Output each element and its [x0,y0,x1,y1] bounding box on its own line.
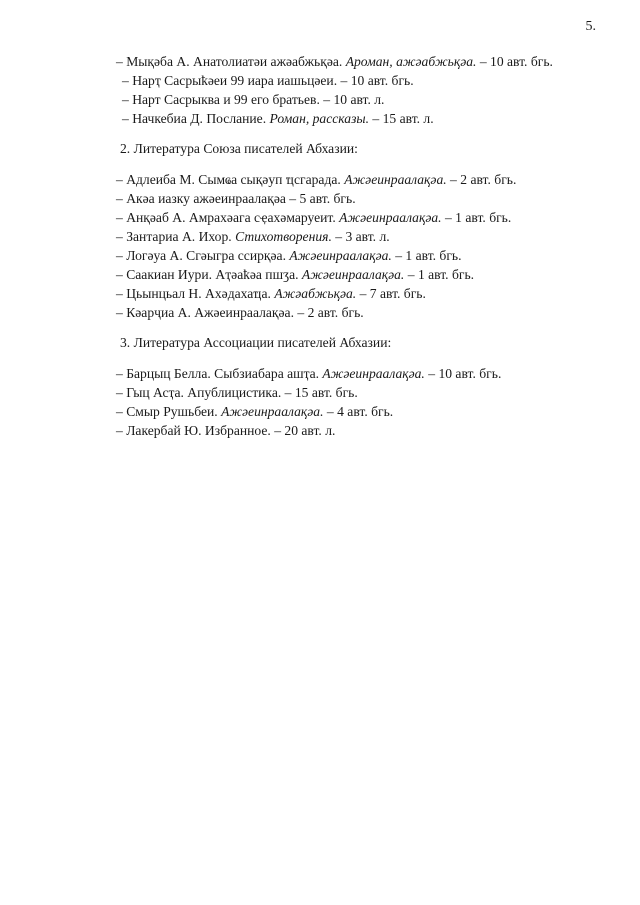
item-text: – Акәа иазку ажәеинраалақәа – 5 авт. бгь. [116,191,356,206]
list-item [116,246,600,265]
item-italic: Стихотворения. [235,229,332,244]
item-italic: Ажәабжьқәа. [274,286,357,301]
group-2-list [116,170,600,322]
item-text: – Нарт Сасрыква и 99 его братьев. – 10 авт. л. [122,92,385,107]
item-italic: Роман, рассказы. [269,111,370,126]
item-tail: – 2 авт. бгь. [446,172,517,187]
item-text: – Гыц Асҭа. Апублицистика. – 15 авт. бгь. [116,385,358,400]
item-tail: – 15 авт. л. [369,111,434,126]
list-item [116,170,600,189]
list-item [122,71,600,90]
list-item [116,303,600,322]
item-tail: – 1 авт. бгь. [404,267,475,282]
page-number: 5. [585,19,596,34]
list-item [90,52,600,71]
list-item [116,227,600,246]
item-text: – Нарҭ Сасрыҟәеи 99 иара иашьцәеи. – 10 авт. бгь. [122,73,414,88]
item-text: – Мықәба А. Анатолиатәи ажәабжьқәа. [116,54,346,69]
item-text: – Лакербай Ю. Избранное. – 20 авт. л. [116,423,336,438]
list-item [116,421,600,440]
item-text: – Смыр Рушьбеи. [116,404,222,419]
item-text: – Барцыц Белла. Сыбзиабара ашҭа. [116,366,323,381]
document-body [116,52,600,440]
item-italic: Ажәеинраалақәа. [301,267,405,282]
item-text: – Начкебиа Д. Послание. [122,111,270,126]
item-italic: Ажәеинраалақәа. [322,366,425,381]
section-heading-2: 2. Литература Союза писателей Абхазии: [120,141,358,156]
section-heading-3: 3. Литература Ассоциации писателей Абхазии: [120,335,392,350]
list-item [116,189,600,208]
list-item [116,364,600,383]
item-italic: Ажәеинраалақәа. [339,210,442,225]
group-1-list [116,52,600,128]
item-tail: – 7 авт. бгь. [356,286,426,301]
item-text: – Кәарҷиа А. Ажәеинраалақәа. – 2 авт. бгь. [116,305,364,320]
item-tail: – 1 авт. бгь. [391,248,462,263]
item-tail: – 10 авт. бгь. [476,54,553,69]
list-item [116,383,600,402]
list-item [116,284,600,303]
item-tail: – 10 авт. бгь. [424,366,502,381]
group-3-list [116,364,600,440]
item-tail: – 3 авт. л. [331,229,390,244]
list-item [116,402,600,421]
item-italic: Ажәеинраалақәа. [344,172,447,187]
item-italic: Ажәеинраалақәа. [289,248,392,263]
list-item [122,109,600,128]
item-text: – Цьынцьал Н. Ахәдахаҵа. [116,286,275,301]
item-text: – Саакиан Иури. Аҭәаҟәа пшӡа. [116,267,302,282]
item-text: – Анқәаб А. Амрахәага сҿахәмаруеит. [116,210,340,225]
item-text: – Зантариа А. Ихор. [116,229,236,244]
item-text: – Логәуа А. Сгәыгра ссирқәа. [116,248,290,263]
item-text: – Адлеиба М. Сымҩа сықәуп ҵсгарада. [116,172,345,187]
item-tail: – 1 авт. бгь. [441,210,512,225]
list-item [116,265,600,284]
item-italic: Ажәеинраалақәа. [221,404,324,419]
item-tail: – 4 авт. бгь. [323,404,394,419]
list-item [122,90,600,109]
list-item [116,208,600,227]
item-italic: Ароман, ажәабжьқәа. [345,54,477,69]
